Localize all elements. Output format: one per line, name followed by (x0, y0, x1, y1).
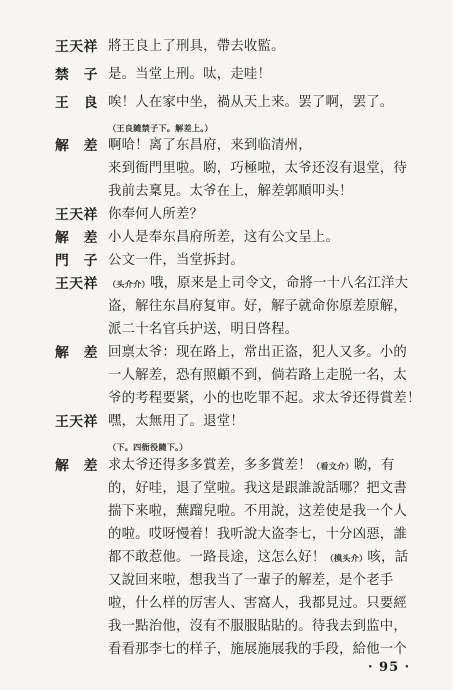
dialogue-text: 揣下来啦，蕪蹓兒啦。不用說，这差使是我一个人 (108, 504, 407, 519)
dialogue-text: 盗，解往东昌府复审。好，解子就命你原差原解， (108, 299, 407, 314)
dialogue-text: 是。当堂上刑。呔，走哇！ (108, 67, 272, 82)
dialogue-text: 求太爷还得多多賞差，多多賞差！ (108, 458, 312, 473)
speaker-name: 禁 子 (55, 67, 98, 83)
dialogue-text: 啦，什么样的厉害人、害窩人，我都見过。只要經 (108, 596, 407, 611)
speaker-name: 解 差 (55, 230, 98, 246)
book-page: 王天祥 將王良上了刑具，帶去收監。 禁 子 是。当堂上刑。呔，走哇！ 王 良 唉！人在家中坐，禍从天上来。罢了啊，罢了。 （王良隨禁子下。解差上。） 解 差 啊哈！离了东昌府，来到临清州， 来到衙門里啦。喲，巧極啦，太爷还沒有退堂，待 我前去稟見。太爷在上，解差郭順叩头！ 王天祥 你奉何人所差？ 解 差 小人是奉东昌府所差，这有公文呈上。 門 子 公文一件，当堂拆封。 王天祥 （头介介）哦，原来是上司令文，命將一十八名江洋大 盗，解往东昌府复审。好，解子就命你原差原解， 派二十名官兵护送，明日啓程。 解 差 回禀太爷：现在路上，常出正盗，犯人又多。小的 一人解差，恐有照顧不到，倘若路上走脱一名，太 爷的考程要紧，小的也吃罪不起。求太爷还得賞差！ 王天祥 嘿，太無用了。退堂！ （下。四衙役隨下。） 解 差 求太爷还得多多賞差，多多賞差！（看文介）喲，有 的，好哇，退了堂啦。我这是跟誰說話哪？把文書 揣下来啦，蕪蹓兒啦。不用說，这差使是我一个人 的啦。哎呀慢着！我听說大盗李七，十分凶惡，誰 都不敢惹他。一路長途，这怎么好！（摸头介）咳，話 又說回来啦，想我当了一輩子的解差，是个老手 啦，什么样的厉害人、害窩人，我都見过。只要經 我一點治他，沒有不服服貼貼的。待我去到监中， 看看那李七的样子，施展施展我的手段，給他一个 · 95 · (0, 0, 453, 690)
speaker-name: 門 子 (55, 253, 98, 269)
speaker-name: 王天祥 (55, 39, 98, 55)
speaker-name: 王天祥 (55, 276, 98, 292)
speaker-name: 王 良 (55, 95, 98, 111)
dialogue-text: 哦，原来是上司令文，命將一十八名江洋大 (149, 276, 409, 291)
dialogue-text: 唉！人在家中坐，禍从天上来。罢了啊，罢了。 (108, 95, 394, 110)
dialogue-text: 回禀太爷：现在路上，常出正盗，犯人又多。小的 (108, 345, 407, 360)
speaker-name: 解 差 (55, 345, 98, 361)
dialogue-text: 的啦。哎呀慢着！我听說大盗李七，十分凶惡，誰 (108, 527, 407, 542)
dialogue-text: 都不敢惹他。一路長途，这怎么好！ (108, 550, 326, 565)
dialogue-text: 公文一件，当堂拆封。 (108, 253, 244, 268)
speaker-name: 王天祥 (55, 207, 98, 223)
speaker-name: 解 差 (55, 458, 98, 474)
dialogue-text: 看看那李七的样子，施展施展我的手段，給他一个 (108, 642, 407, 657)
dialogue-text: 来到衙門里啦。喲，巧極啦，太爷还沒有退堂，待 (108, 161, 407, 176)
inline-stage-direction: （看文介） (311, 461, 354, 471)
speaker-name: 王天祥 (55, 414, 98, 430)
dialogue-text: 啊哈！离了东昌府，来到临清州， (108, 138, 312, 153)
dialogue-text: 喲，有 (353, 458, 395, 473)
page-number: · 95 · (368, 660, 411, 675)
dialogue-text: 的，好哇，退了堂啦。我这是跟誰說話哪？把文書 (108, 481, 407, 496)
dialogue-continuation (0, 639, 407, 661)
dialogue-text: 一人解差，恐有照顧不到，倘若路上走脱一名，太 (108, 368, 407, 383)
dialogue-text: 你奉何人所差？ (108, 207, 204, 222)
dialogue-text: 派二十名官兵护送，明日啓程。 (108, 322, 299, 337)
dialogue-text: 我一點治他，沒有不服服貼貼的。待我去到监中， (108, 619, 407, 634)
dialogue-text: 將王良上了刑具，帶去收監。 (108, 39, 285, 54)
dialogue-text: 我前去稟見。太爷在上，解差郭順叩头！ (108, 184, 353, 199)
speaker-name: 解 差 (55, 138, 98, 154)
dialogue-text: 嘿，太無用了。退堂！ (108, 414, 244, 429)
dialogue-text: 咳，話 (367, 550, 409, 565)
dialogue-text: 又說回来啦，想我当了一輩子的解差，是个老手 (108, 573, 394, 588)
inline-stage-direction: （摸头介） (325, 553, 368, 563)
dialogue-text: 小人是奉东昌府所差，这有公文呈上。 (108, 230, 340, 245)
dialogue-text: 爷的考程要紧，小的也吃罪不起。求太爷还得賞差！ (108, 391, 421, 406)
inline-stage-direction: （头介介） (108, 279, 150, 289)
